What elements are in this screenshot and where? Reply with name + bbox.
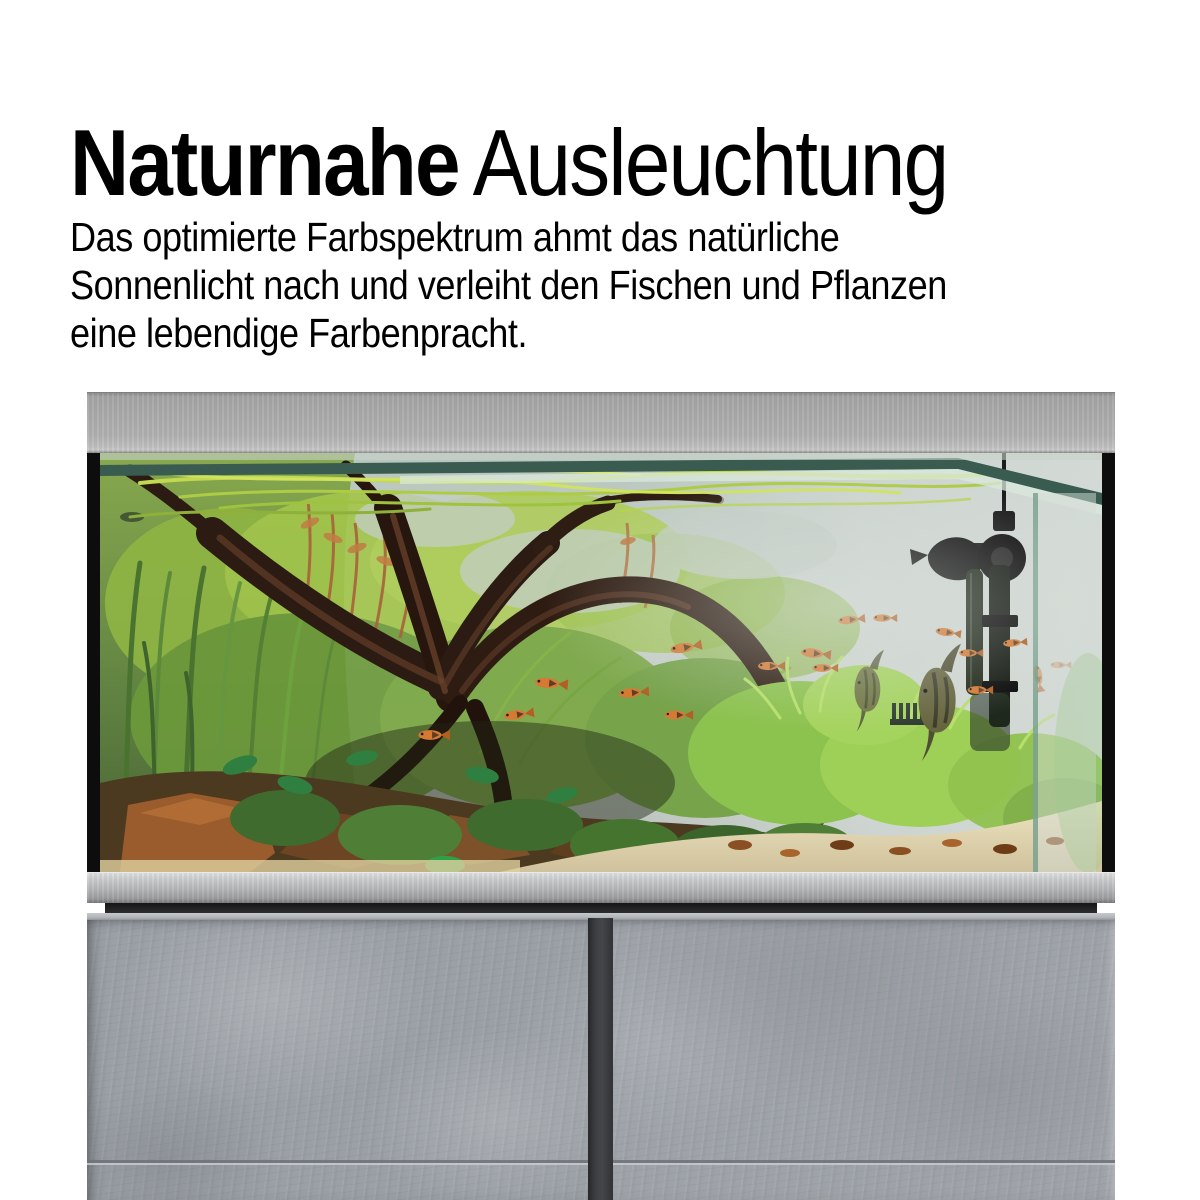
aquarium-top-frame — [87, 392, 1115, 453]
cabinet-door-left — [87, 920, 601, 1200]
aquarium-bottom-frame — [87, 872, 1115, 903]
page-title — [70, 109, 948, 215]
aquarium-glass — [100, 453, 1102, 872]
aquarium-product-photo — [87, 392, 1115, 1200]
page-title-rest: Ausleuchtung — [472, 109, 948, 215]
aquascape-illustration — [100, 453, 1102, 872]
description-line: eine lebendige Farbenpracht. — [70, 310, 528, 356]
cabinet-door-right — [601, 920, 1115, 1200]
description-text — [70, 213, 947, 357]
cabinet-door-gap — [588, 918, 613, 1200]
aquarium-tank — [87, 453, 1115, 872]
page-title-emphasis: Naturnahe — [70, 109, 459, 215]
description-line: Sonnenlicht nach und verleiht den Fischen und Pflanzen — [70, 262, 947, 308]
description-line: Das optimierte Farbspektrum ahmt das natürliche — [70, 214, 840, 260]
tank-stand-shadow — [105, 903, 1097, 913]
aquarium-cabinet — [87, 913, 1115, 1200]
